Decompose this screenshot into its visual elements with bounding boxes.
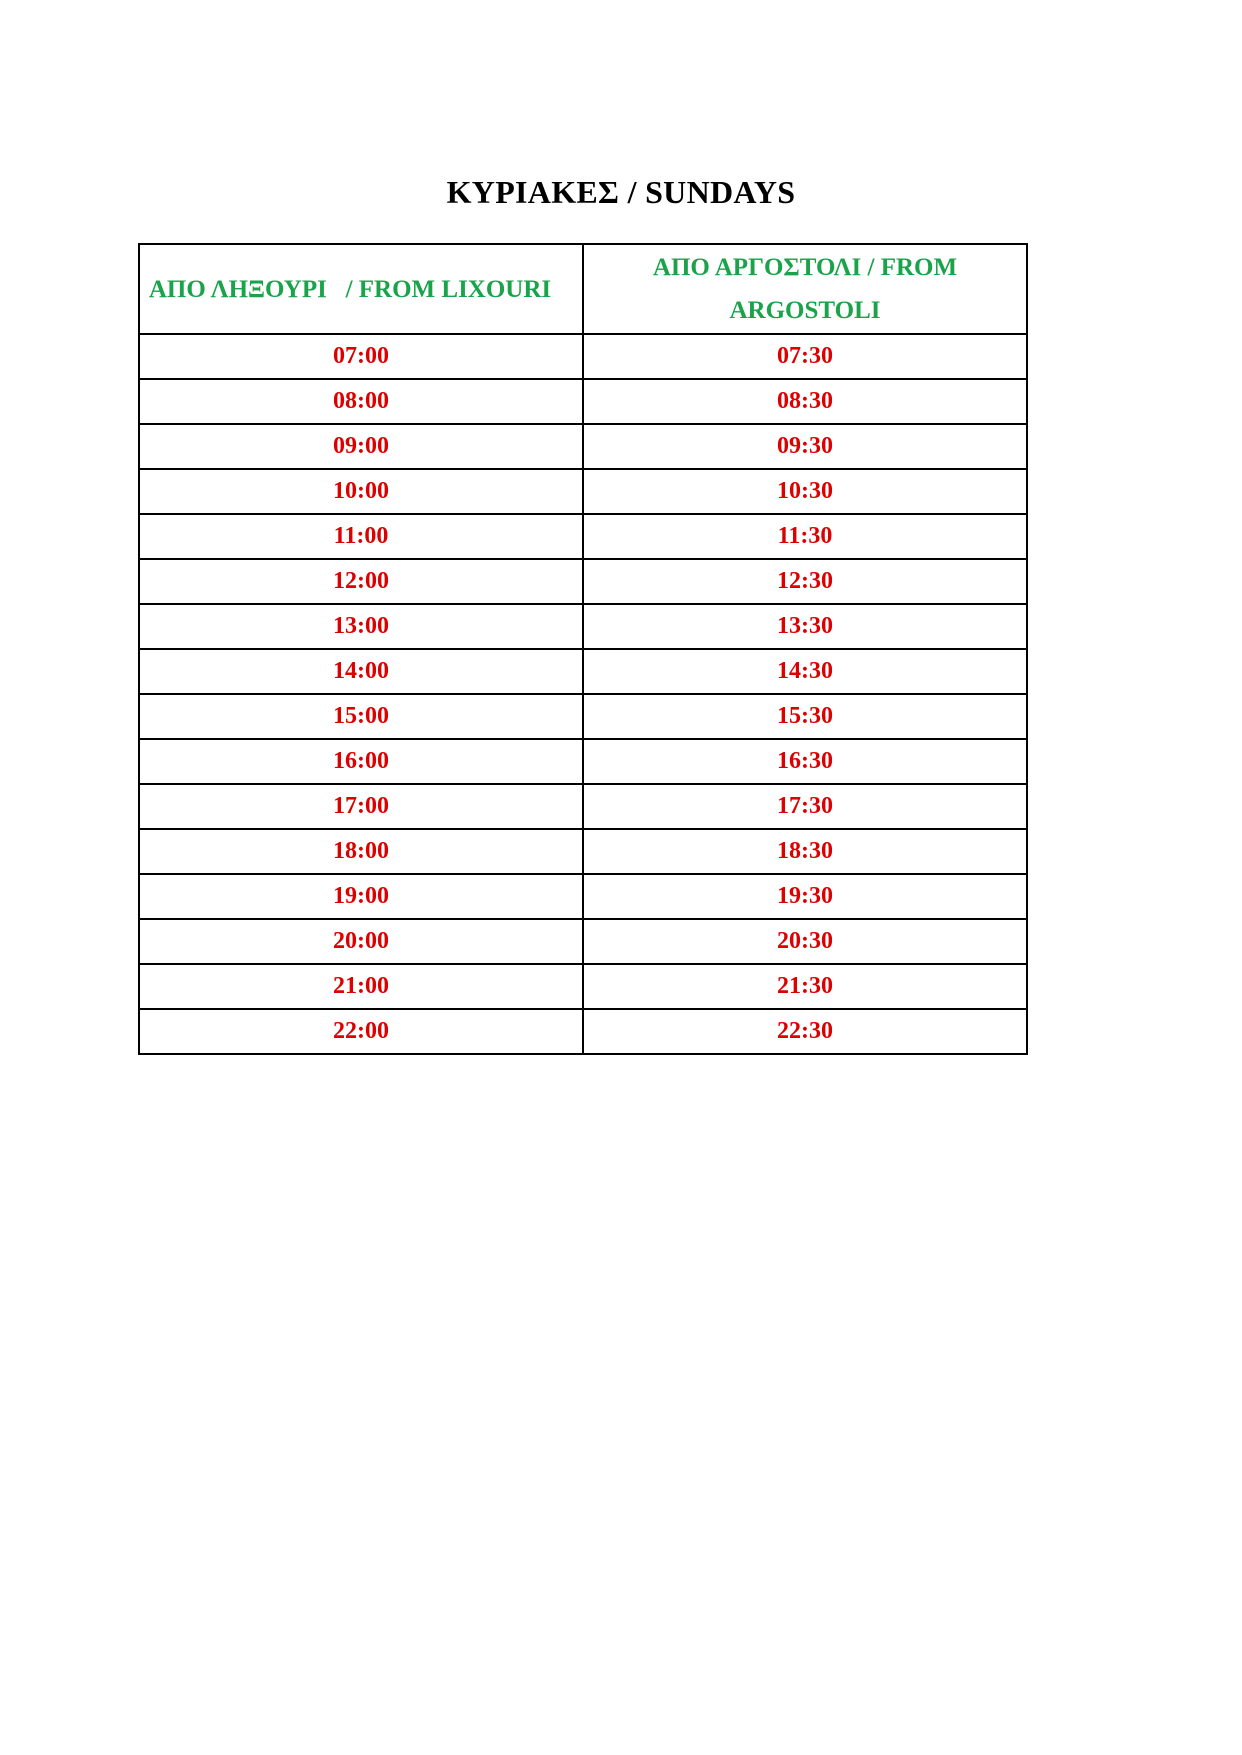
departure-argostoli-cell: 16:30 [583, 739, 1027, 784]
schedule-table [138, 243, 1028, 1055]
departure-argostoli-cell: 09:30 [583, 424, 1027, 469]
page-title: ΚΥΡΙΑΚΕΣ / SUNDAYS [446, 174, 796, 210]
departure-lixouri-cell: 15:00 [139, 694, 583, 739]
departure-argostoli-cell: 08:30 [583, 379, 1027, 424]
table-row [139, 334, 1027, 379]
table-row [139, 469, 1027, 514]
departure-lixouri-cell: 17:00 [139, 784, 583, 829]
departure-lixouri-cell: 18:00 [139, 829, 583, 874]
departure-argostoli-cell: 20:30 [583, 919, 1027, 964]
schedule-body [139, 334, 1027, 1054]
table-row [139, 1009, 1027, 1054]
departure-lixouri-cell: 22:00 [139, 1009, 583, 1054]
departure-argostoli-cell: 18:30 [583, 829, 1027, 874]
departure-lixouri-cell: 14:00 [139, 649, 583, 694]
departure-argostoli-cell: 21:30 [583, 964, 1027, 1009]
departure-lixouri-cell: 09:00 [139, 424, 583, 469]
departure-argostoli-cell: 14:30 [583, 649, 1027, 694]
table-row [139, 694, 1027, 739]
table-row [139, 919, 1027, 964]
departure-argostoli-cell: 15:30 [583, 694, 1027, 739]
table-header-row [139, 244, 1027, 334]
departure-lixouri-cell: 11:00 [139, 514, 583, 559]
departure-argostoli-cell: 07:30 [583, 334, 1027, 379]
table-row [139, 559, 1027, 604]
departure-lixouri-cell: 08:00 [139, 379, 583, 424]
departure-lixouri-cell: 12:00 [139, 559, 583, 604]
departure-argostoli-cell: 13:30 [583, 604, 1027, 649]
departure-argostoli-cell: 10:30 [583, 469, 1027, 514]
departure-argostoli-cell: 22:30 [583, 1009, 1027, 1054]
departure-lixouri-cell: 20:00 [139, 919, 583, 964]
header-from-argostoli: ΑΠΟ ΑΡΓΟΣΤΟΛΙ / FROM ARGOSTOLI [583, 244, 1027, 334]
table-row [139, 604, 1027, 649]
table-row [139, 379, 1027, 424]
departure-lixouri-cell: 13:00 [139, 604, 583, 649]
departure-lixouri-cell: 07:00 [139, 334, 583, 379]
table-row [139, 739, 1027, 784]
table-row [139, 424, 1027, 469]
departure-lixouri-cell: 10:00 [139, 469, 583, 514]
table-row [139, 964, 1027, 1009]
departure-argostoli-cell: 11:30 [583, 514, 1027, 559]
header-from-lixouri: ΑΠΟ ΛΗΞΟΥΡΙ / FROM LIXOURI [139, 244, 583, 334]
table-row [139, 649, 1027, 694]
table-row [139, 514, 1027, 559]
table-row [139, 874, 1027, 919]
departure-lixouri-cell: 21:00 [139, 964, 583, 1009]
departure-lixouri-cell: 19:00 [139, 874, 583, 919]
departure-argostoli-cell: 19:30 [583, 874, 1027, 919]
departure-argostoli-cell: 17:30 [583, 784, 1027, 829]
table-row [139, 784, 1027, 829]
table-row [139, 829, 1027, 874]
departure-lixouri-cell: 16:00 [139, 739, 583, 784]
departure-argostoli-cell: 12:30 [583, 559, 1027, 604]
